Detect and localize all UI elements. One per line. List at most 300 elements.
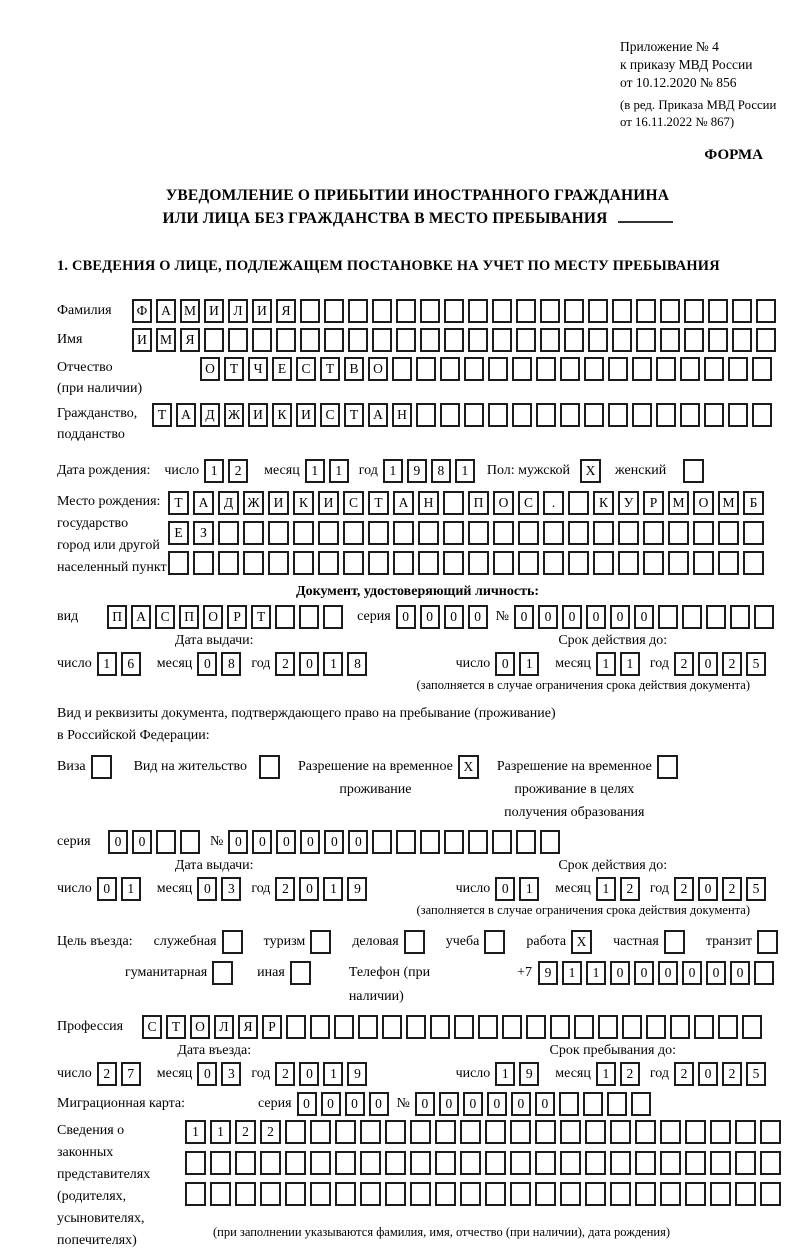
- char-cell[interactable]: 2: [228, 459, 248, 483]
- char-cell[interactable]: [718, 551, 739, 575]
- char-cell[interactable]: О: [190, 1015, 210, 1039]
- char-cell[interactable]: П: [179, 605, 199, 629]
- purpose-other-checkbox[interactable]: [290, 961, 311, 985]
- char-cell[interactable]: [348, 328, 368, 352]
- char-cell[interactable]: 1: [210, 1120, 231, 1144]
- char-cell[interactable]: О: [493, 491, 514, 515]
- char-cell[interactable]: С: [343, 491, 364, 515]
- char-cell[interactable]: [430, 1015, 450, 1039]
- char-cell[interactable]: К: [293, 491, 314, 515]
- char-cell[interactable]: [443, 551, 464, 575]
- char-cell[interactable]: [742, 1015, 762, 1039]
- char-cell[interactable]: [468, 830, 488, 854]
- char-cell[interactable]: [385, 1182, 406, 1206]
- char-cell[interactable]: .: [543, 491, 564, 515]
- char-cell[interactable]: [643, 551, 664, 575]
- char-cell[interactable]: О: [203, 605, 223, 629]
- char-cell[interactable]: [516, 830, 536, 854]
- char-cell[interactable]: [608, 357, 628, 381]
- char-cell[interactable]: [516, 328, 536, 352]
- char-cell[interactable]: 0: [197, 652, 217, 676]
- char-cell[interactable]: 1: [329, 459, 349, 483]
- char-cell[interactable]: 0: [538, 605, 558, 629]
- char-cell[interactable]: [588, 328, 608, 352]
- char-cell[interactable]: [632, 357, 652, 381]
- char-cell[interactable]: [728, 357, 748, 381]
- char-cell[interactable]: 1: [305, 459, 325, 483]
- char-cell[interactable]: [444, 299, 464, 323]
- char-cell[interactable]: [485, 1151, 506, 1175]
- char-cell[interactable]: [510, 1151, 531, 1175]
- char-cell[interactable]: [730, 605, 750, 629]
- char-cell[interactable]: [493, 551, 514, 575]
- char-cell[interactable]: [612, 299, 632, 323]
- char-cell[interactable]: 8: [431, 459, 451, 483]
- char-cell[interactable]: [632, 403, 652, 427]
- char-cell[interactable]: [631, 1092, 651, 1116]
- char-cell[interactable]: 0: [535, 1092, 555, 1116]
- char-cell[interactable]: 0: [197, 1062, 217, 1086]
- char-cell[interactable]: А: [193, 491, 214, 515]
- char-cell[interactable]: [754, 961, 774, 985]
- entry-year-cells[interactable]: [275, 1062, 371, 1086]
- issue-year-cells[interactable]: [275, 652, 371, 676]
- char-cell[interactable]: А: [131, 605, 151, 629]
- char-cell[interactable]: [728, 403, 748, 427]
- char-cell[interactable]: [310, 1182, 331, 1206]
- char-cell[interactable]: [760, 1120, 781, 1144]
- char-cell[interactable]: [318, 551, 339, 575]
- char-cell[interactable]: [710, 1182, 731, 1206]
- char-cell[interactable]: [635, 1151, 656, 1175]
- char-cell[interactable]: [668, 521, 689, 545]
- char-cell[interactable]: 0: [252, 830, 272, 854]
- char-cell[interactable]: 0: [468, 605, 488, 629]
- char-cell[interactable]: 5: [746, 877, 766, 901]
- char-cell[interactable]: И: [268, 491, 289, 515]
- char-cell[interactable]: К: [272, 403, 292, 427]
- char-cell[interactable]: [512, 357, 532, 381]
- char-cell[interactable]: 2: [97, 1062, 117, 1086]
- char-cell[interactable]: 0: [511, 1092, 531, 1116]
- char-cell[interactable]: [478, 1015, 498, 1039]
- edu-residence-checkbox[interactable]: [657, 755, 678, 779]
- char-cell[interactable]: И: [296, 403, 316, 427]
- char-cell[interactable]: [485, 1182, 506, 1206]
- char-cell[interactable]: [568, 491, 589, 515]
- char-cell[interactable]: [560, 1151, 581, 1175]
- char-cell[interactable]: [618, 521, 639, 545]
- expiry-month-cells[interactable]: [596, 652, 644, 676]
- char-cell[interactable]: 1: [596, 877, 616, 901]
- char-cell[interactable]: 2: [722, 1062, 742, 1086]
- char-cell[interactable]: [568, 521, 589, 545]
- char-cell[interactable]: 9: [347, 1062, 367, 1086]
- char-cell[interactable]: Т: [168, 491, 189, 515]
- char-cell[interactable]: [682, 605, 702, 629]
- char-cell[interactable]: [704, 403, 724, 427]
- residence-permit-checkbox[interactable]: [259, 755, 280, 779]
- purpose-tourism-checkbox[interactable]: [310, 930, 331, 954]
- char-cell[interactable]: [560, 1182, 581, 1206]
- char-cell[interactable]: А: [176, 403, 196, 427]
- char-cell[interactable]: 7: [121, 1062, 141, 1086]
- char-cell[interactable]: [754, 605, 774, 629]
- char-cell[interactable]: А: [393, 491, 414, 515]
- char-cell[interactable]: [393, 521, 414, 545]
- char-cell[interactable]: [560, 403, 580, 427]
- birth-day-cells[interactable]: [204, 459, 252, 483]
- char-cell[interactable]: 0: [415, 1092, 435, 1116]
- char-cell[interactable]: [324, 299, 344, 323]
- char-cell[interactable]: [543, 521, 564, 545]
- char-cell[interactable]: [460, 1151, 481, 1175]
- char-cell[interactable]: Д: [218, 491, 239, 515]
- stay-series-cells[interactable]: [108, 830, 204, 854]
- char-cell[interactable]: [670, 1015, 690, 1039]
- char-cell[interactable]: [660, 1151, 681, 1175]
- char-cell[interactable]: [735, 1151, 756, 1175]
- char-cell[interactable]: 0: [463, 1092, 483, 1116]
- char-cell[interactable]: [718, 1015, 738, 1039]
- stay-until-month-cells[interactable]: [596, 1062, 644, 1086]
- char-cell[interactable]: [516, 299, 536, 323]
- legal-reps-cells-row3[interactable]: [185, 1182, 785, 1206]
- char-cell[interactable]: 0: [682, 961, 702, 985]
- char-cell[interactable]: [343, 551, 364, 575]
- char-cell[interactable]: [268, 551, 289, 575]
- char-cell[interactable]: 9: [407, 459, 427, 483]
- char-cell[interactable]: [583, 1092, 603, 1116]
- char-cell[interactable]: [310, 1120, 331, 1144]
- char-cell[interactable]: [410, 1120, 431, 1144]
- char-cell[interactable]: [610, 1151, 631, 1175]
- char-cell[interactable]: [435, 1120, 456, 1144]
- char-cell[interactable]: [535, 1151, 556, 1175]
- first-name-cells[interactable]: [132, 328, 780, 352]
- char-cell[interactable]: 2: [722, 877, 742, 901]
- stay-issue-year-cells[interactable]: [275, 877, 371, 901]
- char-cell[interactable]: М: [180, 299, 200, 323]
- purpose-private-checkbox[interactable]: [664, 930, 685, 954]
- char-cell[interactable]: 0: [420, 605, 440, 629]
- char-cell[interactable]: [492, 299, 512, 323]
- char-cell[interactable]: 1: [383, 459, 403, 483]
- birth-place-cells-row3[interactable]: [168, 551, 768, 575]
- char-cell[interactable]: [443, 521, 464, 545]
- char-cell[interactable]: [568, 551, 589, 575]
- visa-checkbox[interactable]: [91, 755, 112, 779]
- char-cell[interactable]: Ф: [132, 299, 152, 323]
- issue-day-cells[interactable]: [97, 652, 145, 676]
- char-cell[interactable]: [560, 1120, 581, 1144]
- char-cell[interactable]: [372, 299, 392, 323]
- entry-month-cells[interactable]: [197, 1062, 245, 1086]
- char-cell[interactable]: [635, 1120, 656, 1144]
- char-cell[interactable]: [444, 830, 464, 854]
- char-cell[interactable]: 0: [706, 961, 726, 985]
- char-cell[interactable]: [684, 299, 704, 323]
- char-cell[interactable]: 1: [596, 652, 616, 676]
- char-cell[interactable]: [440, 403, 460, 427]
- char-cell[interactable]: 3: [221, 877, 241, 901]
- char-cell[interactable]: [368, 521, 389, 545]
- char-cell[interactable]: [156, 830, 176, 854]
- char-cell[interactable]: [485, 1120, 506, 1144]
- char-cell[interactable]: А: [368, 403, 388, 427]
- purpose-humanitarian-checkbox[interactable]: [212, 961, 233, 985]
- char-cell[interactable]: [252, 328, 272, 352]
- char-cell[interactable]: [358, 1015, 378, 1039]
- char-cell[interactable]: 0: [487, 1092, 507, 1116]
- char-cell[interactable]: 0: [369, 1092, 389, 1116]
- char-cell[interactable]: 0: [698, 1062, 718, 1086]
- char-cell[interactable]: 2: [260, 1120, 281, 1144]
- char-cell[interactable]: М: [718, 491, 739, 515]
- char-cell[interactable]: [460, 1120, 481, 1144]
- char-cell[interactable]: [392, 357, 412, 381]
- char-cell[interactable]: [756, 328, 776, 352]
- char-cell[interactable]: В: [344, 357, 364, 381]
- char-cell[interactable]: [752, 403, 772, 427]
- char-cell[interactable]: 9: [538, 961, 558, 985]
- char-cell[interactable]: 0: [348, 830, 368, 854]
- char-cell[interactable]: [218, 521, 239, 545]
- char-cell[interactable]: [540, 830, 560, 854]
- char-cell[interactable]: 0: [324, 830, 344, 854]
- char-cell[interactable]: [210, 1182, 231, 1206]
- legal-reps-cells-row1[interactable]: [185, 1120, 785, 1144]
- citizenship-cells[interactable]: [152, 403, 776, 427]
- char-cell[interactable]: [612, 328, 632, 352]
- entry-day-cells[interactable]: [97, 1062, 145, 1086]
- char-cell[interactable]: 0: [97, 877, 117, 901]
- phone-cells[interactable]: [538, 961, 778, 985]
- birth-place-cells-row2[interactable]: [168, 521, 768, 545]
- char-cell[interactable]: [492, 830, 512, 854]
- char-cell[interactable]: Б: [743, 491, 764, 515]
- stay-expiry-year-cells[interactable]: [674, 877, 770, 901]
- stay-issue-month-cells[interactable]: [197, 877, 245, 901]
- char-cell[interactable]: 1: [562, 961, 582, 985]
- char-cell[interactable]: [643, 521, 664, 545]
- char-cell[interactable]: Л: [214, 1015, 234, 1039]
- char-cell[interactable]: [735, 1182, 756, 1206]
- char-cell[interactable]: [660, 1120, 681, 1144]
- char-cell[interactable]: [618, 551, 639, 575]
- char-cell[interactable]: [660, 299, 680, 323]
- char-cell[interactable]: [396, 299, 416, 323]
- char-cell[interactable]: И: [204, 299, 224, 323]
- char-cell[interactable]: 0: [197, 877, 217, 901]
- char-cell[interactable]: Д: [200, 403, 220, 427]
- char-cell[interactable]: [752, 357, 772, 381]
- char-cell[interactable]: [435, 1151, 456, 1175]
- birth-place-cells-row1[interactable]: [168, 491, 768, 515]
- char-cell[interactable]: [684, 328, 704, 352]
- char-cell[interactable]: [185, 1182, 206, 1206]
- char-cell[interactable]: [410, 1182, 431, 1206]
- char-cell[interactable]: [293, 521, 314, 545]
- char-cell[interactable]: [693, 521, 714, 545]
- char-cell[interactable]: [410, 1151, 431, 1175]
- char-cell[interactable]: [300, 299, 320, 323]
- char-cell[interactable]: [310, 1015, 330, 1039]
- char-cell[interactable]: [540, 299, 560, 323]
- stay-issue-day-cells[interactable]: [97, 877, 145, 901]
- char-cell[interactable]: [535, 1182, 556, 1206]
- char-cell[interactable]: 1: [519, 652, 539, 676]
- char-cell[interactable]: 2: [722, 652, 742, 676]
- char-cell[interactable]: З: [193, 521, 214, 545]
- purpose-transit-checkbox[interactable]: [757, 930, 778, 954]
- char-cell[interactable]: И: [248, 403, 268, 427]
- char-cell[interactable]: [540, 328, 560, 352]
- char-cell[interactable]: [348, 299, 368, 323]
- char-cell[interactable]: 2: [235, 1120, 256, 1144]
- char-cell[interactable]: [598, 1015, 618, 1039]
- char-cell[interactable]: [660, 1182, 681, 1206]
- char-cell[interactable]: С: [518, 491, 539, 515]
- char-cell[interactable]: [685, 1120, 706, 1144]
- char-cell[interactable]: 0: [698, 652, 718, 676]
- char-cell[interactable]: 0: [396, 605, 416, 629]
- purpose-study-checkbox[interactable]: [484, 930, 505, 954]
- char-cell[interactable]: Р: [227, 605, 247, 629]
- char-cell[interactable]: [656, 403, 676, 427]
- char-cell[interactable]: М: [156, 328, 176, 352]
- char-cell[interactable]: [732, 299, 752, 323]
- char-cell[interactable]: [550, 1015, 570, 1039]
- char-cell[interactable]: [444, 328, 464, 352]
- char-cell[interactable]: 9: [519, 1062, 539, 1086]
- char-cell[interactable]: Р: [262, 1015, 282, 1039]
- char-cell[interactable]: [656, 357, 676, 381]
- char-cell[interactable]: [680, 403, 700, 427]
- temp-residence-checkbox[interactable]: X: [458, 755, 479, 779]
- profession-cells[interactable]: [142, 1015, 766, 1039]
- char-cell[interactable]: 2: [620, 1062, 640, 1086]
- expiry-day-cells[interactable]: [495, 652, 543, 676]
- char-cell[interactable]: [420, 299, 440, 323]
- char-cell[interactable]: 1: [620, 652, 640, 676]
- char-cell[interactable]: 0: [228, 830, 248, 854]
- char-cell[interactable]: [518, 521, 539, 545]
- stay-expiry-day-cells[interactable]: [495, 877, 543, 901]
- char-cell[interactable]: 0: [321, 1092, 341, 1116]
- char-cell[interactable]: 8: [221, 652, 241, 676]
- char-cell[interactable]: 1: [323, 652, 343, 676]
- char-cell[interactable]: [300, 328, 320, 352]
- char-cell[interactable]: [718, 521, 739, 545]
- char-cell[interactable]: [393, 551, 414, 575]
- char-cell[interactable]: [293, 551, 314, 575]
- sex-female-checkbox[interactable]: [683, 459, 704, 483]
- char-cell[interactable]: [526, 1015, 546, 1039]
- char-cell[interactable]: [710, 1120, 731, 1144]
- char-cell[interactable]: 0: [495, 877, 515, 901]
- char-cell[interactable]: [760, 1151, 781, 1175]
- char-cell[interactable]: У: [618, 491, 639, 515]
- stay-until-day-cells[interactable]: [495, 1062, 543, 1086]
- doc-number-cells[interactable]: [514, 605, 778, 629]
- char-cell[interactable]: [610, 1120, 631, 1144]
- char-cell[interactable]: 0: [698, 877, 718, 901]
- char-cell[interactable]: [418, 521, 439, 545]
- char-cell[interactable]: [335, 1151, 356, 1175]
- char-cell[interactable]: [468, 521, 489, 545]
- char-cell[interactable]: 1: [596, 1062, 616, 1086]
- char-cell[interactable]: [607, 1092, 627, 1116]
- char-cell[interactable]: [385, 1120, 406, 1144]
- char-cell[interactable]: 6: [121, 652, 141, 676]
- legal-reps-cells-row2[interactable]: [185, 1151, 785, 1175]
- char-cell[interactable]: [636, 328, 656, 352]
- char-cell[interactable]: И: [132, 328, 152, 352]
- char-cell[interactable]: [335, 1182, 356, 1206]
- char-cell[interactable]: 1: [204, 459, 224, 483]
- char-cell[interactable]: [468, 328, 488, 352]
- char-cell[interactable]: А: [156, 299, 176, 323]
- char-cell[interactable]: 2: [275, 652, 295, 676]
- expiry-year-cells[interactable]: [674, 652, 770, 676]
- char-cell[interactable]: Т: [344, 403, 364, 427]
- char-cell[interactable]: [704, 357, 724, 381]
- char-cell[interactable]: 1: [185, 1120, 206, 1144]
- char-cell[interactable]: [185, 1151, 206, 1175]
- migration-series-cells[interactable]: [297, 1092, 393, 1116]
- char-cell[interactable]: [368, 551, 389, 575]
- char-cell[interactable]: 2: [275, 877, 295, 901]
- char-cell[interactable]: [510, 1120, 531, 1144]
- char-cell[interactable]: 2: [620, 877, 640, 901]
- char-cell[interactable]: Я: [276, 299, 296, 323]
- char-cell[interactable]: [488, 403, 508, 427]
- char-cell[interactable]: [610, 1182, 631, 1206]
- char-cell[interactable]: Е: [168, 521, 189, 545]
- char-cell[interactable]: Ж: [224, 403, 244, 427]
- char-cell[interactable]: [286, 1015, 306, 1039]
- purpose-business-checkbox[interactable]: [404, 930, 425, 954]
- char-cell[interactable]: [440, 357, 460, 381]
- char-cell[interactable]: [343, 521, 364, 545]
- char-cell[interactable]: [416, 357, 436, 381]
- char-cell[interactable]: [608, 403, 628, 427]
- sex-male-checkbox[interactable]: X: [580, 459, 601, 483]
- stay-number-cells[interactable]: [228, 830, 564, 854]
- char-cell[interactable]: И: [252, 299, 272, 323]
- char-cell[interactable]: [668, 551, 689, 575]
- char-cell[interactable]: [335, 1120, 356, 1144]
- char-cell[interactable]: [372, 830, 392, 854]
- char-cell[interactable]: [708, 328, 728, 352]
- char-cell[interactable]: П: [107, 605, 127, 629]
- char-cell[interactable]: [685, 1182, 706, 1206]
- char-cell[interactable]: [180, 830, 200, 854]
- char-cell[interactable]: 1: [495, 1062, 515, 1086]
- char-cell[interactable]: [706, 605, 726, 629]
- char-cell[interactable]: [588, 299, 608, 323]
- char-cell[interactable]: И: [318, 491, 339, 515]
- char-cell[interactable]: [420, 830, 440, 854]
- char-cell[interactable]: [636, 299, 656, 323]
- char-cell[interactable]: [243, 521, 264, 545]
- char-cell[interactable]: Я: [238, 1015, 258, 1039]
- char-cell[interactable]: [310, 1151, 331, 1175]
- char-cell[interactable]: [168, 551, 189, 575]
- char-cell[interactable]: 0: [634, 961, 654, 985]
- char-cell[interactable]: [210, 1151, 231, 1175]
